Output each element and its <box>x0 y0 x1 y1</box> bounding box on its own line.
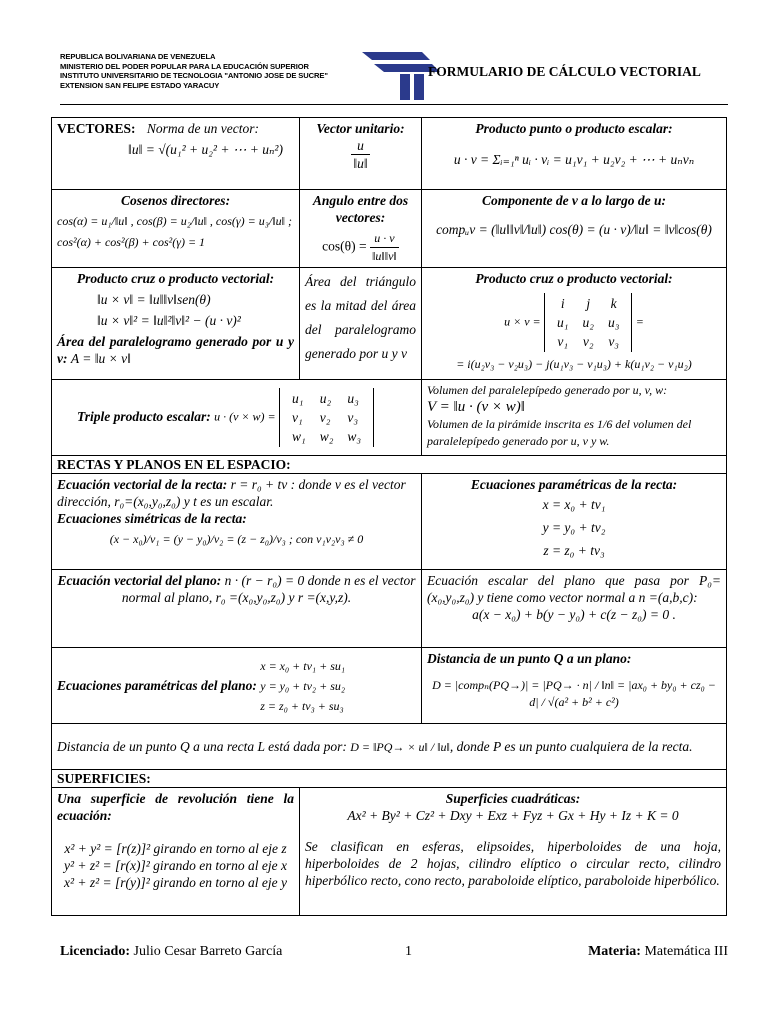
triple-label: Triple producto escalar: <box>77 408 211 424</box>
punto-cell <box>422 118 727 190</box>
angulo-label: Angulo entre dos vectores: <box>312 193 409 225</box>
recta-param-cell <box>422 474 727 570</box>
recta-param-z: z = z₀ + tv₃ <box>543 543 605 558</box>
rectas-heading: RECTAS Y PLANOS EN EL ESPACIO: <box>52 456 727 474</box>
cruz-det-cell <box>422 268 727 380</box>
plano-param-z: z = z₀ + tv₃ + su₃ <box>260 698 344 713</box>
vectores-heading: VECTORES: <box>57 121 136 136</box>
matrix-cell: u₁ <box>557 315 569 330</box>
plano-distancia-formula: D = |compₙ(PQ→)| = |PQ→ · n| / ‖n‖ = |ax₀ + by₀ + cz₀ − d| / √(a² + b² + c²) <box>432 678 716 709</box>
volumen-label: Volumen del paralelepípedo generado por u, v, w: <box>427 383 668 397</box>
institution-line: INSTITUTO UNIVERSITARIO DE TECNOLOGIA "ANTONIO JOSE DE SUCRE" <box>60 71 328 81</box>
unitario-formula <box>351 137 369 172</box>
norma-formula: ‖u‖ = √(u₁² + u₂² + ⋯ + uₙ²) <box>128 142 283 157</box>
plano-distancia-label: Distancia de un punto Q a un plano: <box>427 651 632 666</box>
page-number: 1 <box>405 944 412 959</box>
area-paralelogramo <box>57 333 294 367</box>
plano-escalar-cell <box>422 570 727 648</box>
cruz1-label: Producto cruz o producto vectorial: <box>76 271 275 286</box>
licenciado-label: Licenciado: <box>60 944 130 959</box>
plano-escalar-text: Ecuación escalar del plano que pasa por P₀=(x₀,y₀,z₀) y tiene como vector normal a n =(a,b,c): <box>427 573 721 605</box>
recta-distancia-before: Distancia de un punto Q a una recta L está dada por: <box>57 738 347 754</box>
matrix-cell: j <box>586 296 591 311</box>
licenciado-name: Julio Cesar Barreto García <box>133 944 283 959</box>
cosenos-cell <box>52 190 300 268</box>
cuadraticas-formula: Ax² + By² + Cz² + Dxy + Exz + Fyz + Gx + Hy + Iz + K = 0 <box>347 808 679 823</box>
matrix-cell: w₂ <box>319 429 334 444</box>
unitario-label: Vector unitario: <box>316 121 405 136</box>
matrix-cell: u₁ <box>292 391 304 406</box>
plano-param-eqs <box>260 656 345 716</box>
punto-formula: u · v = Σᵢ₌₁ⁿ uᵢ · vᵢ = u₁v₁ + u₂v₂ + ⋯ + uₙvₙ <box>453 152 695 167</box>
institution-line: MINISTERIO DEL PODER POPULAR PARA LA EDUCACIÓN SUPERIOR <box>60 61 309 71</box>
plano-param-label: Ecuaciones paramétricas del plano: <box>57 678 257 693</box>
recta-vectorial-label: Ecuación vectorial de la recta: <box>57 477 228 492</box>
angulo-denominator: ‖u‖‖v‖ <box>372 249 397 263</box>
componente-label: Componente de v a lo largo de u: <box>481 193 667 208</box>
cosenos-label: Cosenos directores: <box>120 193 231 208</box>
cuadraticas-cell <box>300 788 727 916</box>
cuadraticas-text: Se clasifican en esferas, elipsoides, hiperboloides de una hoja, hiperboloides de 2 hojas, cilindro elíptico o circular recto, cilindro hiperbólico recto, cono recto, paraboloide elíptico, paraboloide hiperbólico. <box>305 839 721 888</box>
angulo-numerator: u · v <box>370 230 399 248</box>
cruz2-label: Producto cruz o producto vectorial: <box>475 271 673 286</box>
superficies-heading: SUPERFICIES: <box>52 770 727 788</box>
recta-distancia-after: , donde P es un punto cualquiera de la recta. <box>449 738 693 754</box>
componente-formula: compᵤv = (‖u‖‖v‖/‖u‖) cos(θ) = (u · v)/‖u‖ = ‖v‖cos(θ) <box>436 222 712 237</box>
punto-label: Producto punto o producto escalar: <box>475 121 673 136</box>
angulo-formula <box>305 230 416 265</box>
plano-param-cell <box>52 648 422 724</box>
cosenos-formula-1: cos(α) = u₁/‖u‖ , cos(β) = u₂/‖u‖ , cos(γ) = u₃/‖u‖ ; <box>57 214 292 228</box>
recta-param-label: Ecuaciones paramétricas de la recta: <box>470 477 678 492</box>
matrix-cell: v₃ <box>608 334 619 349</box>
formula-table <box>51 117 727 916</box>
plano-vectorial-label: Ecuación vectorial del plano: <box>57 573 222 588</box>
angulo-lhs: cos(θ) = <box>322 238 367 254</box>
plano-vectorial-text: n · (r − r₀) = 0 donde n es el vector normal al plano, r₀ =(x₀,y₀,z₀) y r =(x,y,z). <box>121 573 416 605</box>
norma-label: Norma de un vector: <box>146 121 260 136</box>
matrix-cell: w₃ <box>347 429 362 444</box>
revolucion-y: x² + z² = [r(y)]² girando en torno al eje y <box>63 875 288 890</box>
matrix-cell: v₃ <box>347 410 359 425</box>
plano-distancia-cell <box>422 648 727 724</box>
cuadraticas-label: Superficies cuadráticas: <box>445 791 581 806</box>
matrix-cell: w₁ <box>292 429 306 444</box>
materia-name: Matemática III <box>644 944 728 959</box>
recta-vectorial <box>57 476 416 510</box>
plano-param-y: y = y₀ + tv₂ + su₂ <box>260 678 346 693</box>
volumen-formula: V = ‖u · (v × w)‖ <box>427 399 525 415</box>
recta-param-y: y = y₀ + tv₂ <box>542 520 606 535</box>
footer-materia <box>588 944 728 960</box>
cruz2-determinant <box>427 293 721 352</box>
institution-line: REPUBLICA BOLIVARIANA DE VENEZUELA <box>60 52 216 61</box>
triple-matrix <box>279 388 374 447</box>
cruz-norma-cell <box>52 268 300 380</box>
triple-lhs: u · (v × w) = <box>214 409 276 424</box>
revolucion-x: y² + z² = [r(x)]² girando en torno al eje x <box>63 858 288 873</box>
cruz1-formula-2: ‖u × v‖² = ‖u‖²‖v‖² − (u · v)² <box>97 313 241 328</box>
revolucion-cell <box>52 788 300 916</box>
plano-param-x: x = x₀ + tv₁ + su₁ <box>260 658 346 673</box>
recta-simetricas-formula: (x − x₀)/v₁ = (y − y₀)/v₂ = (z − z₀)/v₃ ; con v₁v₂v₃ ≠ 0 <box>109 532 364 546</box>
area-formula: A = ‖u × v‖ <box>70 351 131 366</box>
cruz1-formula-1: ‖u × v‖ = ‖u‖‖v‖sen(θ) <box>97 292 211 307</box>
revolucion-z: x² + y² = [r(z)]² girando en torno al eje z <box>64 841 287 856</box>
plano-vectorial-cell <box>52 570 422 648</box>
revolucion-eqs <box>57 840 294 891</box>
cruz2-expansion: = i(u₂v₃ − v₂u₃) − j(u₁v₃ − v₁u₃) + k(u₁v₂ − v₁u₂) <box>456 357 692 371</box>
angulo-cell <box>300 190 422 268</box>
componente-cell <box>422 190 727 268</box>
recta-distancia-cell <box>52 724 727 770</box>
triangulo-text: Área del triángulo es la mitad del área del paralelogramo generado por u y v <box>305 274 416 361</box>
area-label: Área del paralelogramo generado por u y v: <box>57 334 294 366</box>
matrix-cell: u₃ <box>347 391 359 406</box>
matrix-cell: k <box>610 296 617 311</box>
document-title: FORMULARIO DE CÁLCULO VECTORIAL <box>428 64 701 79</box>
recta-vectorial-text: r = r₀ + tv : donde v es el vector dirección, r₀=(x₀,y₀,z₀) y t es un escalar. <box>57 477 406 509</box>
revolucion-text: Una superficie de revolución tiene la ecuación: <box>57 791 294 823</box>
angulo-fraction <box>370 230 399 265</box>
matrix-cell: u₃ <box>607 315 620 330</box>
norma-cell <box>52 118 300 190</box>
matrix-cell: v₂ <box>319 410 331 425</box>
recta-vectorial-cell <box>52 474 422 570</box>
triple-cell <box>52 380 422 456</box>
materia-label: Materia: <box>588 944 641 959</box>
unitario-denominator: ‖u‖ <box>353 156 368 171</box>
institution-line: EXTENSION SAN FELIPE ESTADO YARACUY <box>60 80 220 90</box>
matrix-cell: v₂ <box>582 334 594 349</box>
recta-param-x: x = x₀ + tv₁ <box>542 497 606 512</box>
matrix-cell: v₁ <box>292 410 303 425</box>
matrix-cell: u₂ <box>582 315 594 330</box>
recta-simetricas-label: Ecuaciones simétricas de la recta: <box>57 511 247 526</box>
triangulo-cell <box>300 268 422 380</box>
recta-distancia-formula: D = ‖PQ→ × u‖ / ‖u‖ <box>350 739 450 754</box>
volumen-cell <box>422 380 727 456</box>
unitario-cell <box>300 118 422 190</box>
cruz2-rhs: = <box>635 314 644 329</box>
piramide-text: Volumen de la pirámide inscrita es 1/6 del volumen del paralelepípedo generado por u, v y w. <box>427 417 692 448</box>
plano-escalar-formula: a(x − x₀) + b(y − y₀) + c(z − z₀) = 0 . <box>472 607 676 622</box>
cruz2-matrix <box>544 293 632 352</box>
matrix-cell: i <box>560 296 565 311</box>
institution-block <box>60 52 328 90</box>
document-header <box>60 50 740 100</box>
matrix-cell: v₁ <box>557 334 569 349</box>
header-rule <box>60 104 728 105</box>
unitario-numerator: u <box>351 137 369 155</box>
matrix-cell: u₂ <box>319 391 332 406</box>
footer-licenciado <box>60 944 282 960</box>
recta-param-eqs <box>427 493 721 562</box>
cosenos-formula-2: cos²(α) + cos²(β) + cos²(γ) = 1 <box>57 235 206 249</box>
cruz2-lhs: u × v = <box>504 314 541 329</box>
